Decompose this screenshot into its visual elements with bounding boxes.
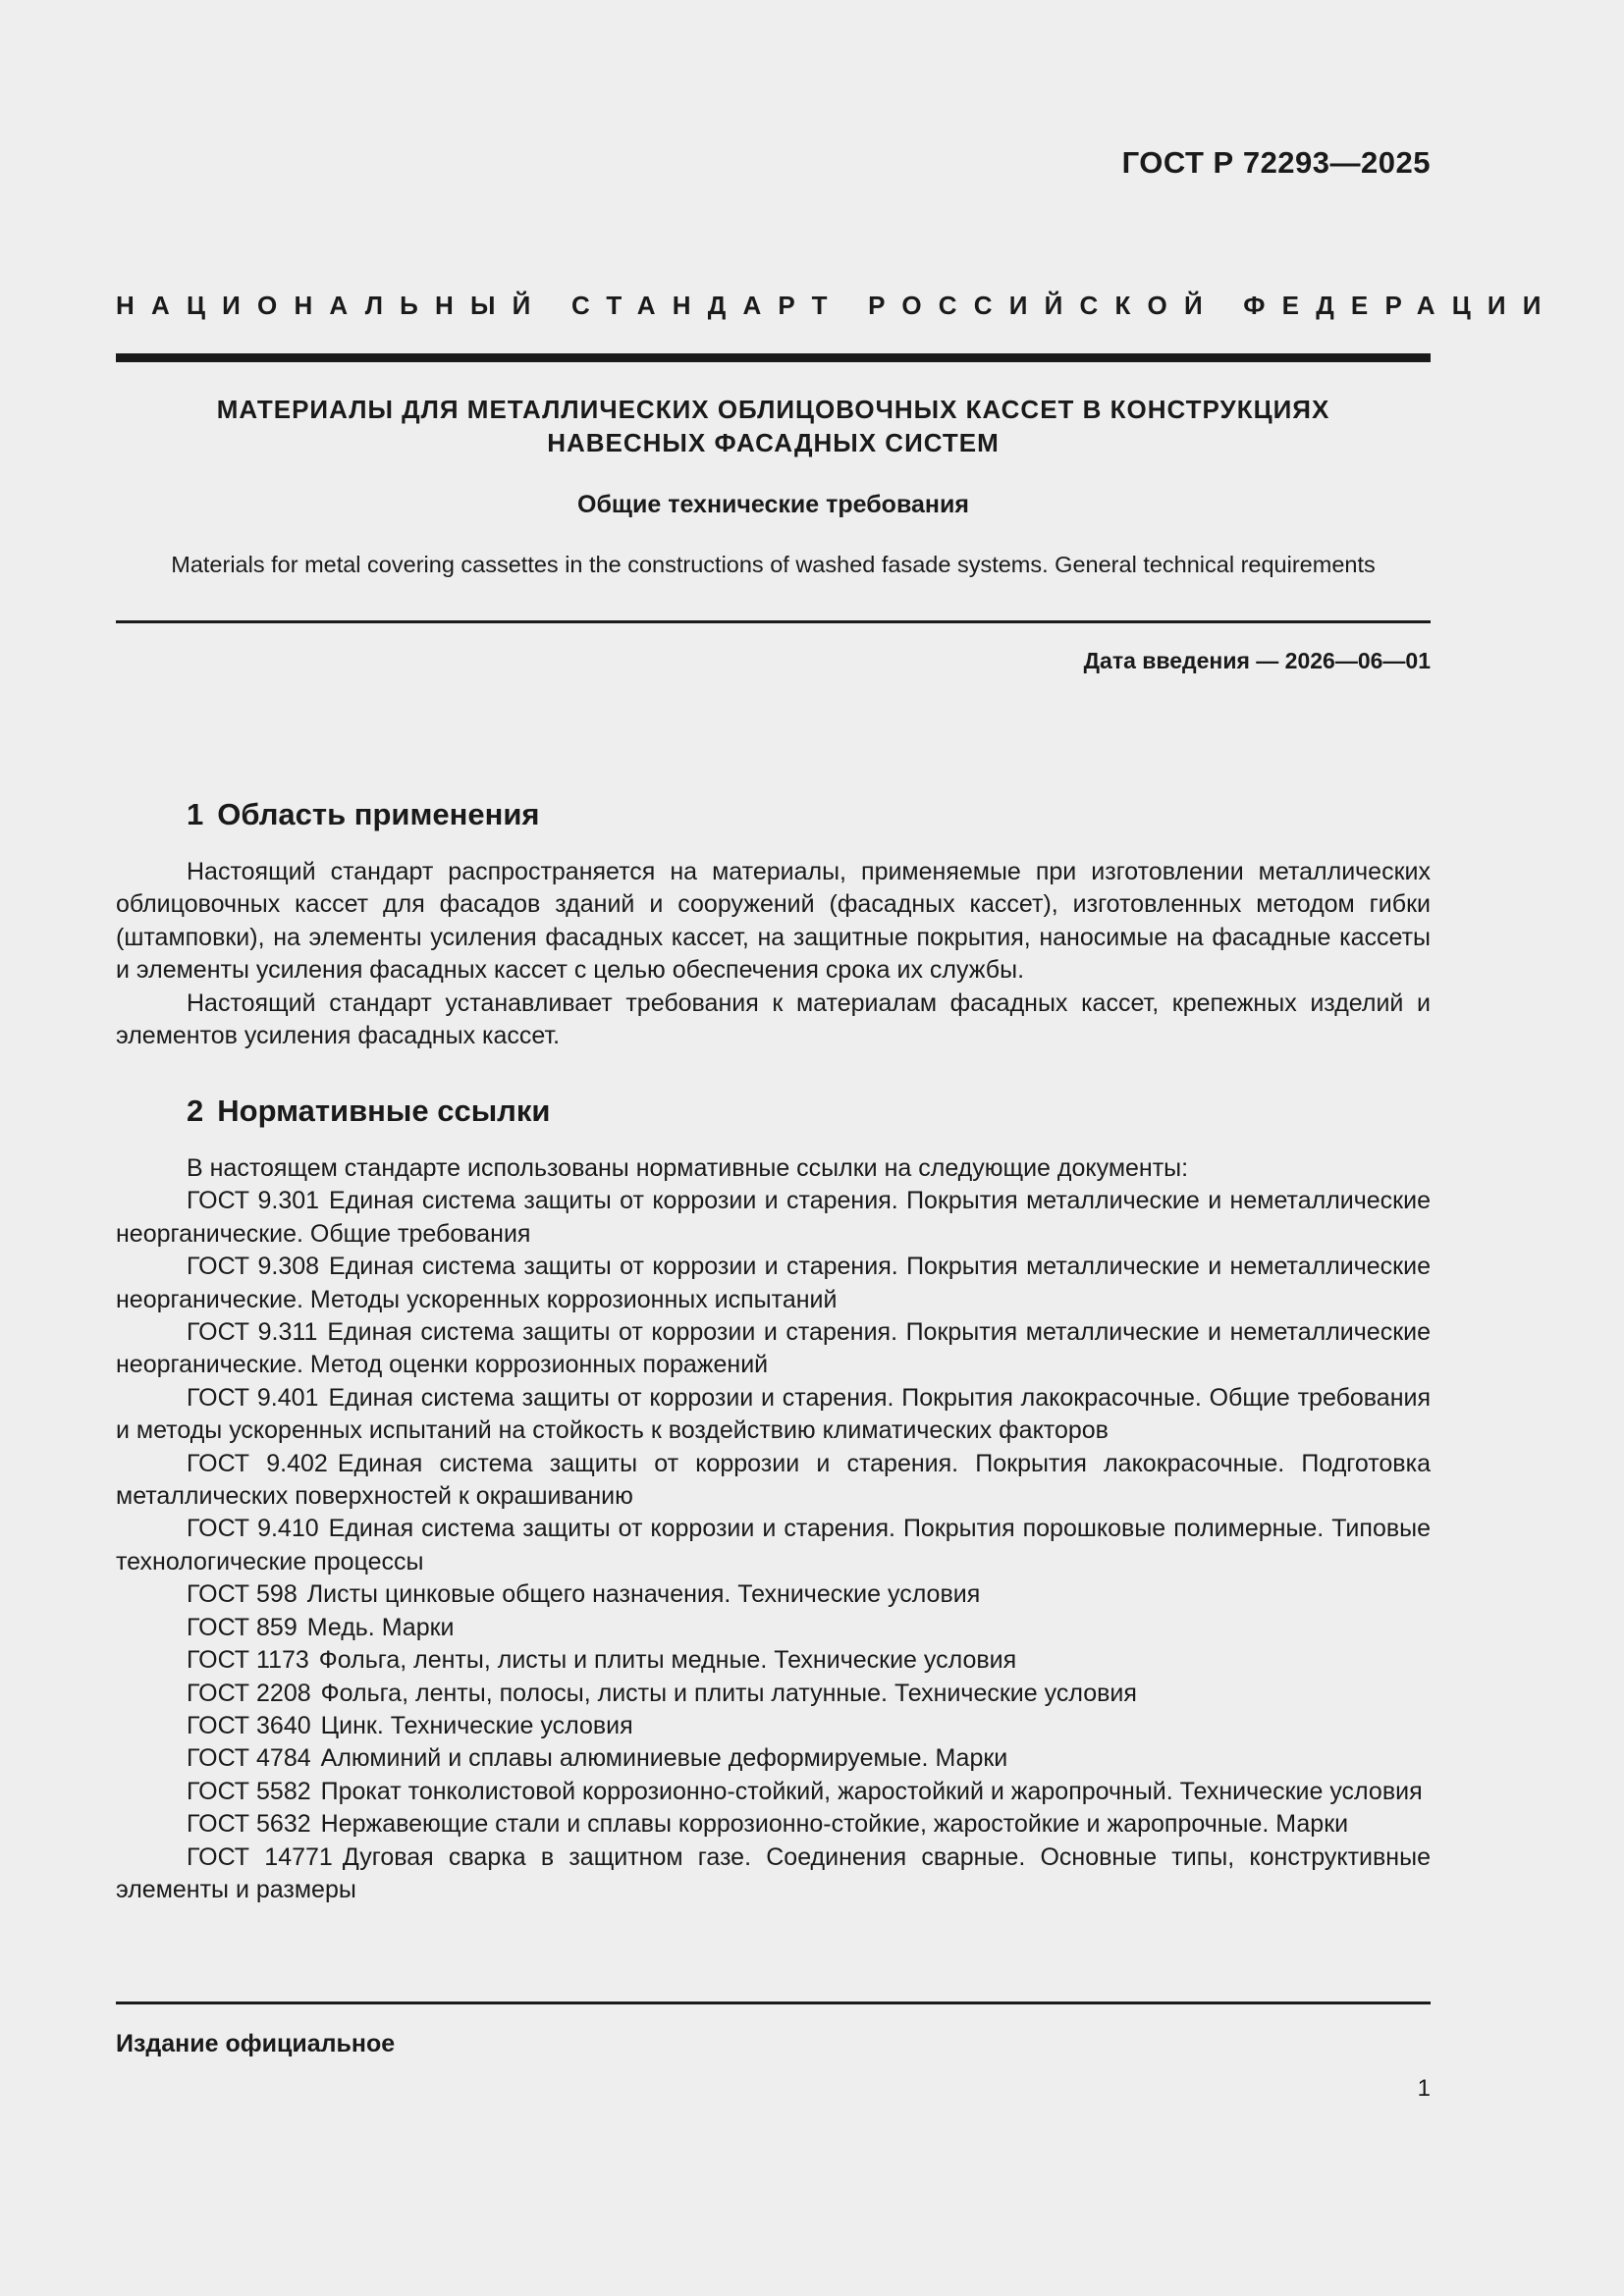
reference-item — [116, 1382, 1431, 1448]
reference-code: ГОСТ 4784 — [187, 1744, 311, 1773]
footer-divider — [116, 2002, 1431, 2004]
reference-text: Фольга, ленты, полосы, листы и плиты латунные. Технические условия — [320, 1679, 1137, 1707]
section-1-paragraph: Настоящий стандарт устанавливает требования к материалам фасадных кассет, крепежных изделий и элементов усиления фасадных кассет. — [116, 988, 1431, 1050]
reference-text: Дуговая сварка в защитном газе. Соединения сварные. Основные типы, конструктивные элементы и размеры — [116, 1842, 1431, 1903]
reference-item — [116, 1808, 1431, 1841]
document-subtitle: Общие технические требования — [577, 491, 969, 518]
reference-item — [116, 1513, 1431, 1578]
reference-code: ГОСТ 9.311 — [187, 1318, 318, 1347]
page-number: 1 — [1417, 2075, 1431, 2102]
reference-text: Цинк. Технические условия — [320, 1711, 633, 1739]
section-2-body — [116, 1152, 1431, 1906]
reference-code: ГОСТ 5582 — [187, 1777, 311, 1805]
reference-code: ГОСТ 9.301 — [187, 1187, 320, 1215]
section-2-heading — [187, 1094, 550, 1129]
reference-item — [116, 1578, 1431, 1611]
references-intro: В настоящем стандарте использованы нормативные ссылки на следующие документы: — [187, 1154, 1189, 1182]
reference-code: ГОСТ 14771 — [187, 1842, 333, 1871]
reference-item — [116, 1612, 1431, 1644]
reference-code: ГОСТ 5632 — [187, 1810, 311, 1839]
reference-code: ГОСТ 9.308 — [187, 1253, 320, 1281]
section-1-title: Область применения — [217, 797, 540, 831]
reference-code: ГОСТ 9.401 — [187, 1383, 319, 1412]
reference-item — [116, 1842, 1431, 1907]
header-divider — [116, 353, 1431, 362]
reference-code: ГОСТ 9.410 — [187, 1515, 319, 1543]
reference-code: ГОСТ 859 — [187, 1613, 298, 1641]
reference-code: ГОСТ 1173 — [187, 1646, 309, 1675]
reference-code: ГОСТ 9.402 — [187, 1449, 328, 1477]
section-1-number: 1 — [187, 797, 204, 831]
reference-text: Единая система защиты от коррозии и старения. Покрытия лакокрасочные. Подготовка металлических поверхностей к окрашиванию — [116, 1449, 1431, 1511]
section-1-paragraph: Настоящий стандарт распространяется на материалы, применяемые при изготовлении металлических облицовочных кассет для фасадов зданий и сооружений (фасадных кассет), изготовленных методом гибки (штамповки), на элементы усиления фасадных кассет, на защитные покрытия, наносимые на фасадные кассеты и элементы усиления фасадных кассет с целью обеспечения срока их службы. — [116, 858, 1431, 985]
section-2-title: Нормативные ссылки — [217, 1094, 551, 1128]
reference-code: ГОСТ 3640 — [187, 1711, 311, 1739]
reference-item — [116, 1776, 1431, 1808]
reference-text: Единая система защиты от коррозии и старения. Покрытия металлические и неметаллические неорганические. Метод оценки коррозионных поражений — [116, 1318, 1431, 1379]
section-1-body — [116, 856, 1431, 1052]
reference-item — [116, 1710, 1431, 1742]
reference-text: Фольга, ленты, листы и плиты медные. Технические условия — [318, 1646, 1017, 1675]
document-page — [116, 0, 1558, 2296]
introduction-date: Дата введения — 2026—06—01 — [1083, 648, 1431, 673]
reference-text: Нержавеющие стали и сплавы коррозионно-стойкие, жаростойкие и жаропрочные. Марки — [320, 1810, 1349, 1839]
reference-code: ГОСТ 2208 — [187, 1679, 311, 1707]
title-line-2: НАВЕСНЫХ ФАСАДНЫХ СИСТЕМ — [547, 428, 1000, 457]
reference-item — [116, 1185, 1431, 1251]
reference-text: Прокат тонколистовой коррозионно-стойкий, жаростойкий и жаропрочный. Технические условия — [320, 1777, 1423, 1805]
reference-item — [116, 1251, 1431, 1316]
document-number: ГОСТ Р 72293—2025 — [1121, 145, 1431, 180]
reference-item — [116, 1316, 1431, 1382]
reference-item — [116, 1678, 1431, 1710]
reference-item — [116, 1448, 1431, 1514]
section-1-heading — [187, 797, 540, 832]
section-2-number: 2 — [187, 1094, 204, 1128]
title-line-1: МАТЕРИАЛЫ ДЛЯ МЕТАЛЛИЧЕСКИХ ОБЛИЦОВОЧНЫХ КАССЕТ В КОНСТРУКЦИЯХ — [216, 395, 1330, 424]
official-edition-label: Издание официальное — [116, 2030, 396, 2057]
reference-text: Единая система защиты от коррозии и старения. Покрытия металлические и неметаллические неорганические. Общие требования — [116, 1187, 1431, 1248]
reference-text: Алюминий и сплавы алюминиевые деформируемые. Марки — [320, 1744, 1008, 1773]
reference-text: Единая система защиты от коррозии и старения. Покрытия металлические и неметаллические неорганические. Методы ускоренных коррозионных испытаний — [116, 1253, 1431, 1313]
english-title: Materials for metal covering cassettes in the constructions of washed fasade systems. General technical requirements — [171, 552, 1376, 577]
reference-text: Листы цинковые общего назначения. Технические условия — [306, 1580, 981, 1609]
document-title — [116, 393, 1431, 459]
reference-item — [116, 1742, 1431, 1775]
reference-text: Единая система защиты от коррозии и старения. Покрытия лакокрасочные. Общие требования и методы ускоренных испытаний на стойкость к воздействию климатических факторов — [116, 1383, 1431, 1445]
reference-text: Медь. Марки — [306, 1613, 455, 1641]
title-divider — [116, 620, 1431, 623]
reference-item — [116, 1644, 1431, 1677]
reference-text: Единая система защиты от коррозии и старения. Покрытия порошковые полимерные. Типовые технологические процессы — [116, 1515, 1431, 1575]
reference-code: ГОСТ 598 — [187, 1580, 298, 1609]
national-standard-heading: НАЦИОНАЛЬНЫЙ СТАНДАРТ РОССИЙСКОЙ ФЕДЕРАЦИИ — [116, 291, 1558, 320]
